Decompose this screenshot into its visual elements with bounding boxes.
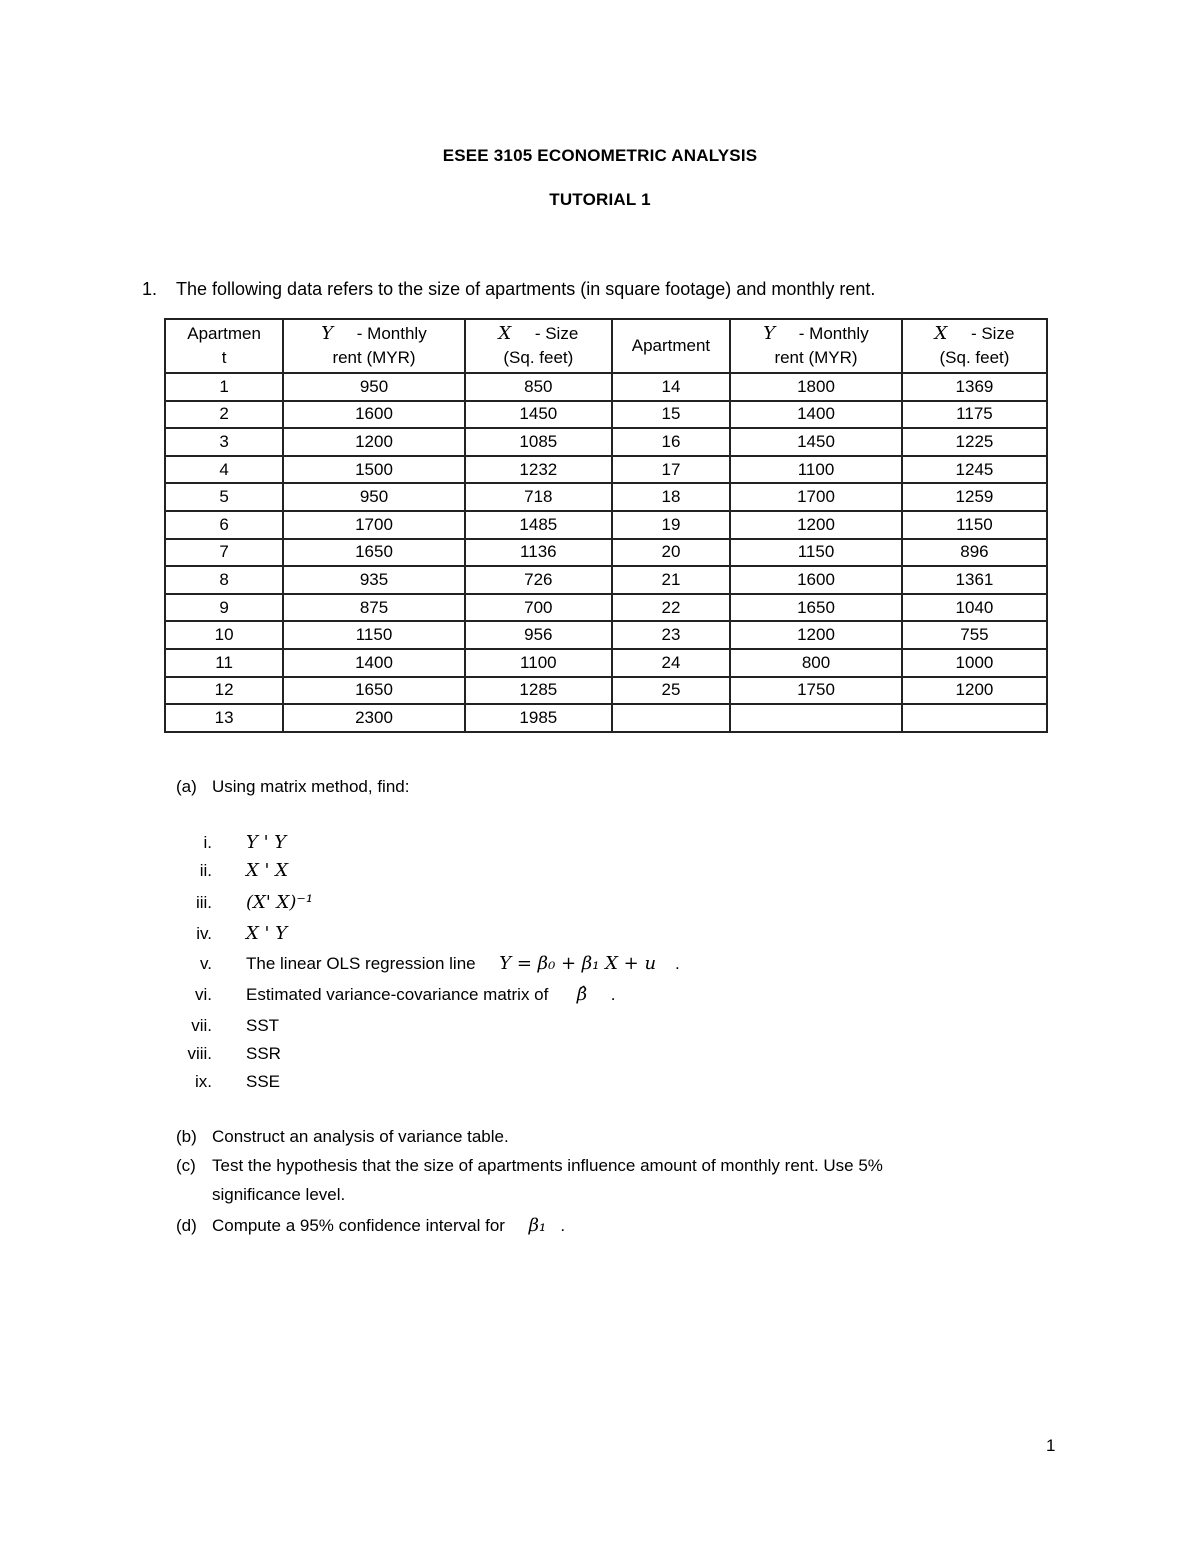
table-cell-apartment-id: 9 <box>165 594 283 622</box>
table-cell-monthly-rent: 1650 <box>730 594 902 622</box>
table-cell-apartment-id <box>612 704 730 732</box>
table-row <box>165 511 1047 539</box>
table-cell-apartment-id: 2 <box>165 401 283 429</box>
table-cell-size-sqft: 1485 <box>465 511 612 539</box>
table-cell-monthly-rent: 1650 <box>283 677 465 705</box>
table-cell-size-sqft: 1000 <box>902 649 1047 677</box>
table-row <box>165 539 1047 567</box>
table-cell-apartment-id: 11 <box>165 649 283 677</box>
table-cell-monthly-rent: 1650 <box>283 539 465 567</box>
table-cell-size-sqft: 726 <box>465 566 612 594</box>
part-c: (c) Test the hypothesis that the size of apartments influence amount of monthly rent. Use 5% <box>176 1156 883 1175</box>
course-title: ESEE 3105 ECONOMETRIC ANALYSIS <box>442 146 758 165</box>
table-cell-monthly-rent: 1700 <box>283 511 465 539</box>
table-cell-apartment-id: 19 <box>612 511 730 539</box>
table-cell-apartment-id: 20 <box>612 539 730 567</box>
table-cell-monthly-rent: 1800 <box>730 373 902 401</box>
table-cell-monthly-rent: 2300 <box>283 704 465 732</box>
beta-hat-symbol: β̂ <box>576 984 588 1005</box>
list-item: vi. Estimated variance-covariance matrix of β̂ . <box>195 984 616 1005</box>
table-cell-monthly-rent: 1600 <box>283 401 465 429</box>
table-cell-apartment-id: 4 <box>165 456 283 484</box>
table-cell-monthly-rent: 1750 <box>730 677 902 705</box>
list-item: ii. X ' X <box>199 860 289 881</box>
table-cell-apartment-id: 23 <box>612 621 730 649</box>
table-cell-size-sqft: 1200 <box>902 677 1047 705</box>
table-cell-monthly-rent: 875 <box>283 594 465 622</box>
table-cell-apartment-id: 10 <box>165 621 283 649</box>
table-cell-monthly-rent: 1700 <box>730 483 902 511</box>
list-item: v. The linear OLS regression line Y = β₀ + β₁ X + u . <box>200 953 680 974</box>
table-row <box>165 373 1047 401</box>
table-row <box>165 566 1047 594</box>
table-cell-monthly-rent: 1400 <box>283 649 465 677</box>
header-apartment-right: Apartment <box>612 319 730 373</box>
table-cell-size-sqft: 1232 <box>465 456 612 484</box>
table-cell-monthly-rent: 1450 <box>730 428 902 456</box>
header-monthly-rent-left: Y - Monthly rent (MYR) <box>283 319 465 373</box>
header-monthly-rent-right: Y - Monthly rent (MYR) <box>730 319 902 373</box>
list-item: iii. (X' X)⁻¹ <box>195 892 314 913</box>
table-cell-monthly-rent: 1400 <box>730 401 902 429</box>
table-cell-monthly-rent: 800 <box>730 649 902 677</box>
table-cell-monthly-rent: 1200 <box>730 511 902 539</box>
table-cell-size-sqft: 700 <box>465 594 612 622</box>
table-cell-monthly-rent: 1150 <box>730 539 902 567</box>
table-cell-size-sqft: 1150 <box>902 511 1047 539</box>
table-cell-apartment-id: 21 <box>612 566 730 594</box>
table-cell-size-sqft: 896 <box>902 539 1047 567</box>
beta-one-symbol: β₁ <box>528 1215 547 1236</box>
part-a: (a) Using matrix method, find: <box>176 777 410 796</box>
table-cell-monthly-rent: 1500 <box>283 456 465 484</box>
part-d: (d) Compute a 95% confidence interval for β₁ . <box>176 1215 566 1236</box>
table-row <box>165 594 1047 622</box>
table-cell-size-sqft: 1361 <box>902 566 1047 594</box>
table-row <box>165 621 1047 649</box>
table-cell-size-sqft: 1450 <box>465 401 612 429</box>
table-cell-monthly-rent: 935 <box>283 566 465 594</box>
header-size-left: X - Size (Sq. feet) <box>465 319 612 373</box>
table-cell-size-sqft: 1175 <box>902 401 1047 429</box>
header-apartment-left: Apartmen t <box>165 319 283 373</box>
regression-formula: Y = β₀ + β₁ X + u <box>499 953 657 974</box>
question-1 <box>142 279 875 300</box>
table-cell-apartment-id: 3 <box>165 428 283 456</box>
table-cell-monthly-rent: 950 <box>283 373 465 401</box>
table-cell-monthly-rent: 1100 <box>730 456 902 484</box>
table-cell-size-sqft <box>902 704 1047 732</box>
table-row <box>165 649 1047 677</box>
list-item: vii. SST <box>191 1016 280 1035</box>
list-item: i. Y ' Y <box>203 832 287 853</box>
page-number: 1 <box>1046 1436 1056 1455</box>
table-cell-size-sqft: 1100 <box>465 649 612 677</box>
table-cell-apartment-id: 13 <box>165 704 283 732</box>
table-cell-size-sqft: 755 <box>902 621 1047 649</box>
table-cell-monthly-rent: 950 <box>283 483 465 511</box>
header-size-right: X - Size (Sq. feet) <box>902 319 1047 373</box>
table-cell-apartment-id: 25 <box>612 677 730 705</box>
table-cell-size-sqft: 956 <box>465 621 612 649</box>
table-cell-apartment-id: 18 <box>612 483 730 511</box>
table-cell-apartment-id: 16 <box>612 428 730 456</box>
table-cell-apartment-id: 14 <box>612 373 730 401</box>
table-cell-size-sqft: 1369 <box>902 373 1047 401</box>
table-row <box>165 401 1047 429</box>
table-row <box>165 428 1047 456</box>
table-cell-apartment-id: 24 <box>612 649 730 677</box>
table-cell-apartment-id: 22 <box>612 594 730 622</box>
table-cell-apartment-id: 17 <box>612 456 730 484</box>
table-cell-monthly-rent: 1200 <box>283 428 465 456</box>
table-cell-monthly-rent <box>730 704 902 732</box>
table-cell-size-sqft: 1085 <box>465 428 612 456</box>
table-cell-size-sqft: 850 <box>465 373 612 401</box>
table-cell-size-sqft: 1985 <box>465 704 612 732</box>
table-cell-apartment-id: 8 <box>165 566 283 594</box>
part-c-continuation: significance level. <box>212 1185 346 1204</box>
list-item: viii. SSR <box>187 1044 281 1063</box>
table-cell-size-sqft: 1259 <box>902 483 1047 511</box>
table-row <box>165 677 1047 705</box>
table-cell-apartment-id: 6 <box>165 511 283 539</box>
table-cell-size-sqft: 1040 <box>902 594 1047 622</box>
table-cell-size-sqft: 1245 <box>902 456 1047 484</box>
table-cell-apartment-id: 1 <box>165 373 283 401</box>
table-row <box>165 704 1047 732</box>
table-row <box>165 456 1047 484</box>
tutorial-title: TUTORIAL 1 <box>549 190 651 209</box>
question-text: The following data refers to the size of apartments (in square footage) and monthly rent. <box>176 279 876 299</box>
table-cell-size-sqft: 1225 <box>902 428 1047 456</box>
table-cell-size-sqft: 1285 <box>465 677 612 705</box>
table-cell-apartment-id: 5 <box>165 483 283 511</box>
table-cell-monthly-rent: 1200 <box>730 621 902 649</box>
table-cell-monthly-rent: 1600 <box>730 566 902 594</box>
list-item: iv. X ' Y <box>196 923 288 944</box>
table-cell-size-sqft: 718 <box>465 483 612 511</box>
table-cell-apartment-id: 15 <box>612 401 730 429</box>
table-cell-apartment-id: 7 <box>165 539 283 567</box>
table-cell-size-sqft: 1136 <box>465 539 612 567</box>
table-cell-monthly-rent: 1150 <box>283 621 465 649</box>
question-number: 1. <box>142 279 158 299</box>
part-b: (b) Construct an analysis of variance table. <box>176 1127 509 1146</box>
table-row <box>165 483 1047 511</box>
table-cell-apartment-id: 12 <box>165 677 283 705</box>
list-item: ix. SSE <box>195 1072 281 1091</box>
table-body <box>165 373 1047 732</box>
table-header-row <box>165 319 1047 373</box>
apartment-data-table <box>164 318 1048 733</box>
